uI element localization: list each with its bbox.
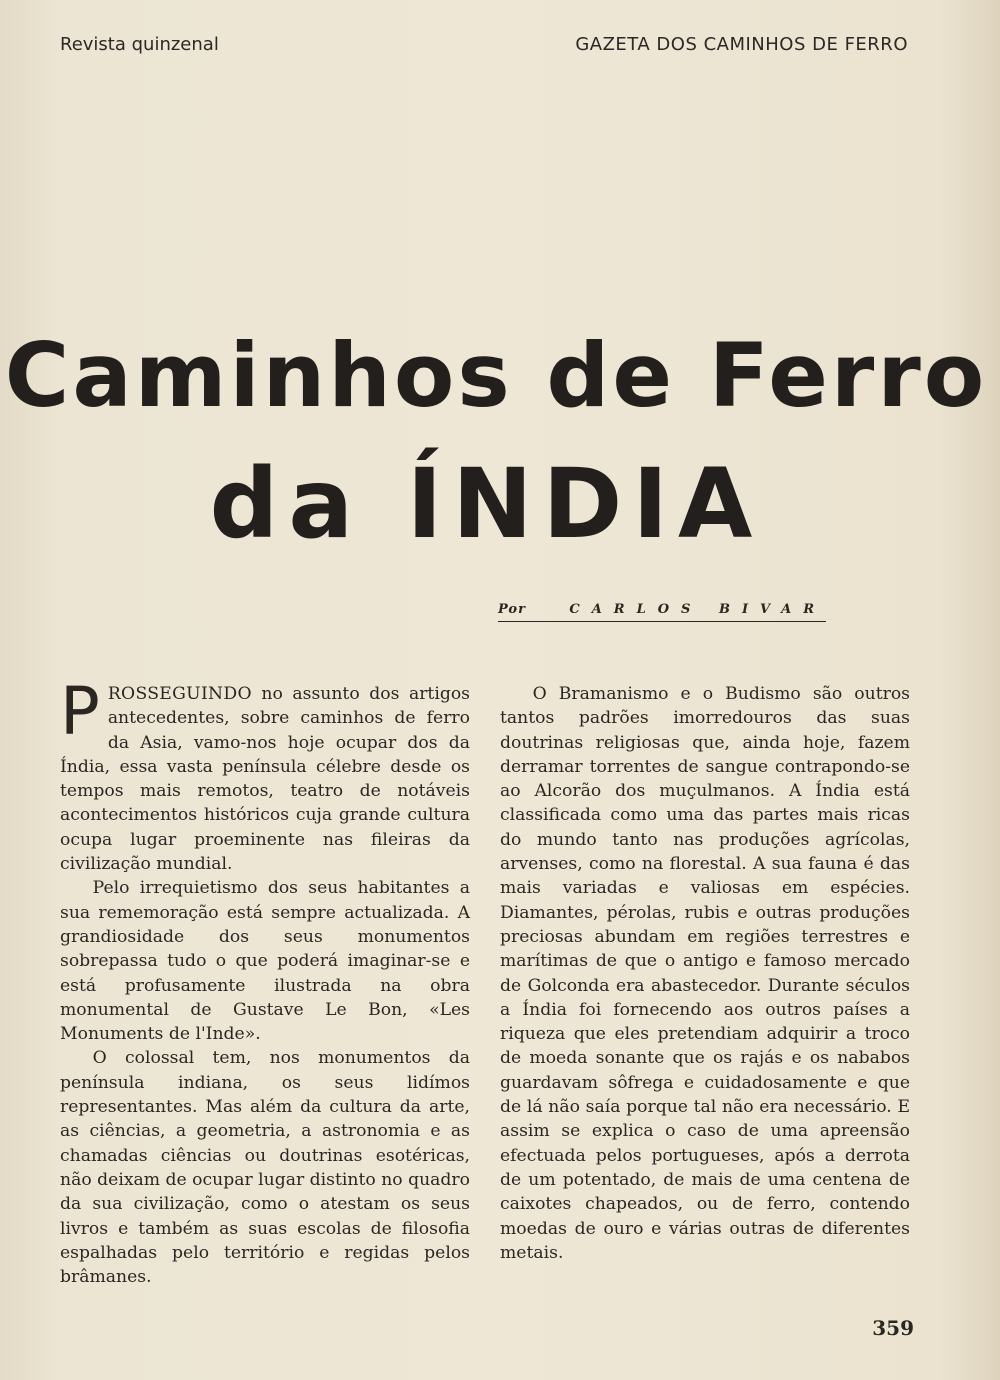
article-title-line-1: Caminhos de Ferro (4, 324, 988, 427)
page-number: 359 (872, 1316, 914, 1340)
byline-prefix: Por (498, 602, 526, 617)
byline-author: CARLOS BIVAR (569, 602, 826, 617)
byline (498, 602, 826, 622)
article-title-line-2: da ÍNDIA (209, 448, 763, 560)
paragraph-text: no assunto dos artigos antecedentes, sobre caminhos de ferro da Asia, vamo-nos hoje ocupar dos da Índia, essa vasta península célebre desde os tempos mais remotos, teatro de notáveis acontecimentos históricos cuja grande cultura ocupa lugar proeminente nas fileiras da civilização mundial. (60, 684, 470, 875)
lead-word: ROSSEGUINDO (107, 684, 252, 704)
article-column-right (500, 682, 910, 1265)
paragraph: O colossal tem, nos monumentos da península indiana, os seus lidímos representantes. Mas além da cultura da arte, as ciências, a geometria, a astronomia e as chamadas ciências ou doutrinas esotéricas, não deixam de ocupar lugar distinto no quadro da sua civilização, como o atestam os seus livros e também as suas escolas de filosofia espalhadas pelo território e regidas pelos brâmanes. (60, 1048, 470, 1288)
paragraph: Pelo irrequietismo dos seus habitantes a sua rememoração está sempre actualizada. A grandiosidade dos seus monumentos sobrepassa tudo o que poderá imaginar-se e está profusamente ilustrada na obra monumental de Gustave Le Bon, «Les Monuments de l'Inde». (60, 878, 470, 1045)
drop-cap: P (60, 673, 100, 750)
article-column-left (60, 673, 470, 1289)
running-head-right: GAZETA DOS CAMINHOS DE FERRO (575, 34, 908, 55)
paragraph (60, 673, 470, 876)
running-head-left: Revista quinzenal (60, 34, 219, 55)
paragraph: O Bramanismo e o Budismo são outros tantos padrões imorredouros das suas doutrinas religiosas que, ainda hoje, fazem derramar torrentes de sangue contrapondo-se ao Alcorão dos muçulmanos. A Índia está classificada como uma das partes mais ricas do mundo tanto nas produções agrícolas, arvenses, como na florestal. A sua fauna é das mais variadas e valiosas em espécies. Diamantes, pérolas, rubis e outras produções preciosas abundam em regiões terrestres e marítimas de que o antigo e famoso mercado de Golconda era abastecedor. Durante séculos a Índia foi fornecendo aos outros países a riqueza que eles pretendiam adquirir a troco de moeda sonante que os rajás e os nababos guardavam sôfrega e cuidadosamente e que de lá não saía porque tal não era necessário. E assim se explica o caso de uma apreensão efectuada pelos portugueses, após a derrota de um potentado, de mais de uma centena de caixotes chapeados, ou de ferro, contendo moedas de ouro e várias outras de diferentes metais. (500, 684, 910, 1263)
